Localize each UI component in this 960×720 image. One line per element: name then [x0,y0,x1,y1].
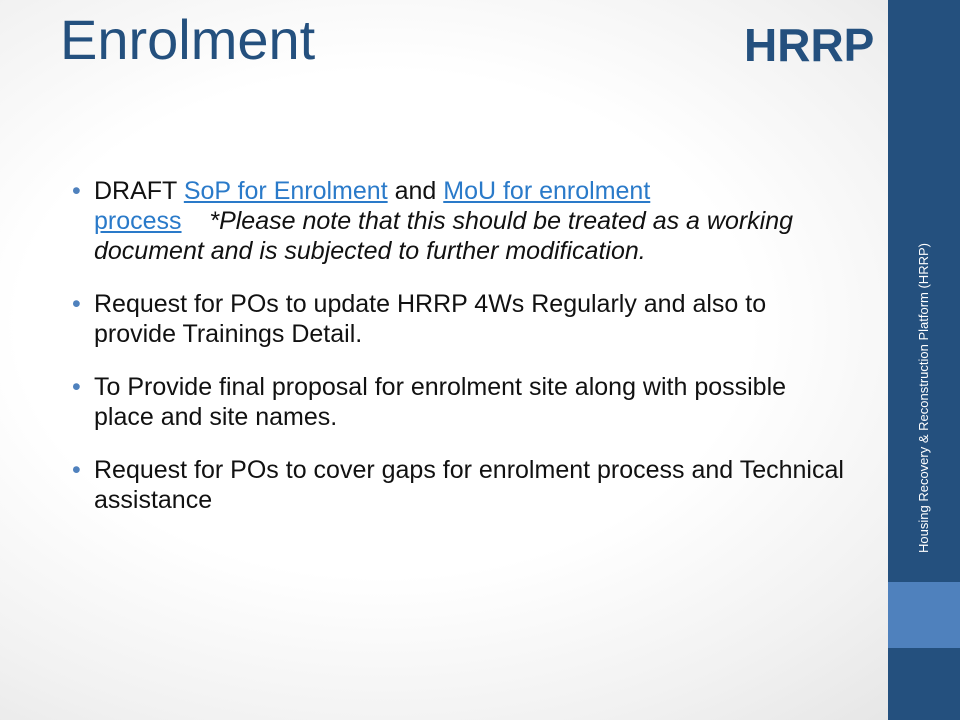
bullet-item-proposal [72,372,852,432]
bullet-dot-icon: • [72,177,81,205]
bullet-item-4ws [72,289,852,349]
sidebar-platform-text: Housing Recovery & Reconstruction Platform (HRRP) [916,243,931,553]
bullet-item-draft [72,176,852,266]
bullet-dot-icon: • [72,373,81,401]
bullet-middle: and [387,177,444,205]
bullet-dot-icon: • [72,290,81,318]
bullet-text: Request for POs to update HRRP 4Ws Regularly and also to provide Trainings Detail. [94,290,767,348]
right-sidebar [888,0,960,720]
working-document-note: *Please note that this should be treated as a working document and is subjected to further modification. [94,207,794,265]
bullet-item-gaps [72,455,852,515]
mou-enrolment-link[interactable]: MoU for enrolment process [94,177,651,235]
bullet-text: Request for POs to cover gaps for enrolment process and Technical assistance [94,456,844,514]
slide-title: Enrolment [60,8,316,71]
sidebar-accent-block [888,582,960,648]
bullet-list [72,176,852,538]
spacer [182,207,210,235]
sop-enrolment-link[interactable]: SoP for Enrolment [183,177,388,205]
bullet-prefix: DRAFT [94,177,184,205]
bullet-dot-icon: • [72,456,81,484]
bullet-text: To Provide final proposal for enrolment site along with possible place and site names. [94,373,787,431]
hrrp-logo: HRRP [744,19,875,71]
